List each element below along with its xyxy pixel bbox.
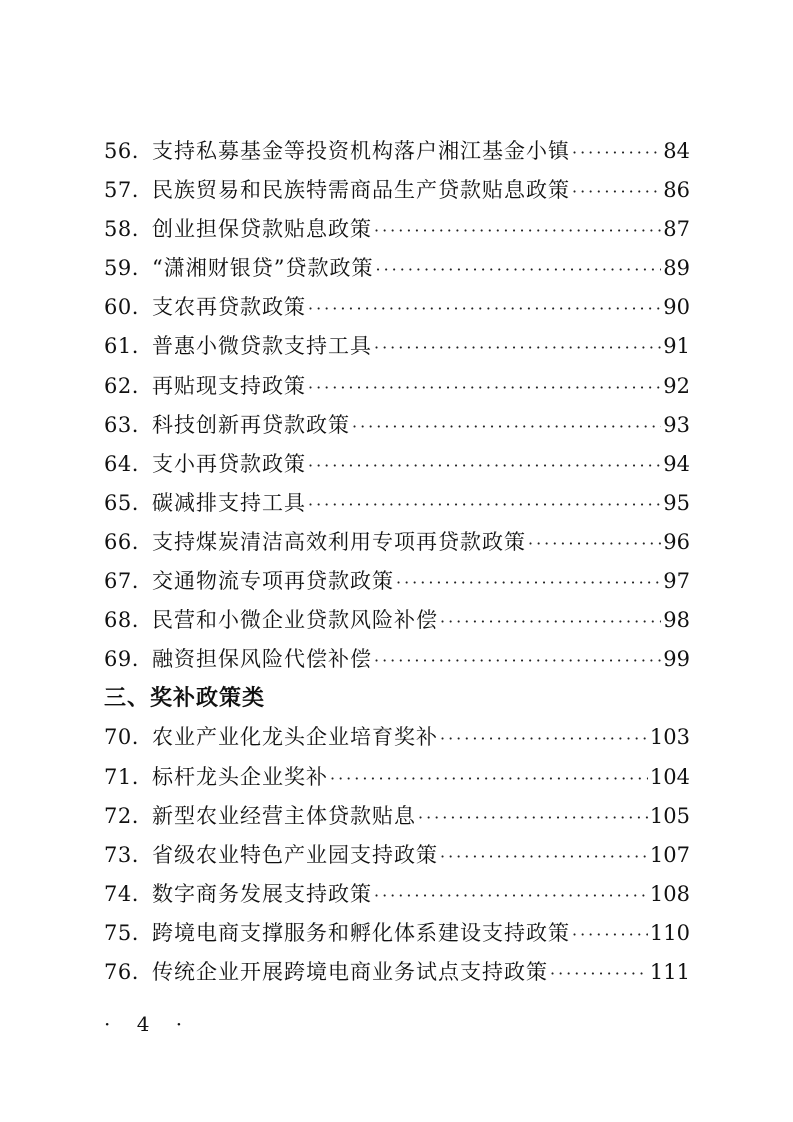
dot-leader [572,172,661,211]
toc-group-loans [104,132,690,679]
toc-entry [104,132,690,171]
toc-entry [104,914,690,953]
dot-leader [374,876,648,915]
toc-entry-page: 89 [663,256,690,281]
toc-entry-number: 64. [104,451,139,476]
toc-entry-number: 57. [104,178,139,203]
toc-entry [104,484,690,523]
dot-leader [528,524,661,563]
toc-entry-page: 107 [649,842,690,867]
dot-leader [572,133,661,172]
toc-entry-page: 91 [663,334,690,359]
toc-entry-title: 省级农业特色产业园支持政策 [152,842,438,867]
toc-entry-page: 104 [649,764,690,789]
table-of-contents [104,132,690,992]
dot-leader [440,837,648,876]
page-number-footer: · 4 · [104,1012,193,1036]
toc-entry-title: 碳减排支持工具 [152,490,306,515]
toc-entry-title: 支小再贷款政策 [152,451,306,476]
toc-entry [104,210,690,249]
toc-entry-page: 99 [663,647,690,672]
toc-entry-title: 支农再贷款政策 [152,295,306,320]
dot-leader [352,407,661,446]
toc-entry-number: 74. [104,881,139,906]
toc-entry-number: 76. [104,959,139,984]
toc-entry-title: 标杆龙头企业奖补 [152,764,328,789]
toc-entry-page: 90 [663,295,690,320]
toc-entry [104,249,690,288]
toc-entry-title: 新型农业经营主体贷款贴息 [152,803,416,828]
toc-entry-number: 69. [104,647,139,672]
toc-entry [104,797,690,836]
toc-entry-title: 数字商务发展支持政策 [152,881,372,906]
toc-entry-title: 民营和小微企业贷款风险补偿 [152,608,438,633]
dot-leader [375,250,661,289]
toc-entry-number: 56. [104,139,139,163]
dot-leader [308,289,661,328]
toc-entry-page: 92 [663,373,690,398]
toc-entry [104,445,690,484]
toc-entry-title: 科技创新再贷款政策 [152,412,350,437]
dot-leader [374,328,661,367]
dot-leader [374,641,661,680]
dot-leader [396,563,661,602]
toc-entry-title: 再贴现支持政策 [152,373,306,398]
section-heading: 三、奖补政策类 [104,686,266,712]
toc-entry [104,875,690,914]
toc-entry-page: 97 [663,569,690,594]
toc-entry-number: 68. [104,608,139,633]
dot-leader [440,719,648,758]
toc-entry-page: 95 [663,490,690,515]
toc-entry [104,758,690,797]
toc-entry-number: 65. [104,490,139,515]
toc-entry-page: 105 [649,803,690,828]
toc-entry-page: 98 [663,608,690,633]
toc-entry-page: 108 [649,881,690,906]
toc-entry-number: 73. [104,842,139,867]
toc-entry-number: 67. [104,569,139,594]
toc-entry [104,640,690,679]
toc-entry-page: 93 [663,412,690,437]
dot-leader [374,211,661,250]
toc-entry-number: 66. [104,529,139,554]
toc-entry [104,953,690,992]
toc-entry [104,327,690,366]
toc-entry-number: 63. [104,412,139,437]
toc-entry [104,523,690,562]
toc-entry-number: 59. [104,256,139,281]
toc-entry-title: 农业产业化龙头企业培育奖补 [152,725,438,750]
dot-leader [418,798,648,837]
toc-entry [104,718,690,757]
toc-entry-title: 支持私募基金等投资机构落户湘江基金小镇 [152,139,570,163]
toc-entry [104,406,690,445]
toc-entry-title: 创业担保贷款贴息政策 [152,217,372,242]
toc-entry-page: 110 [649,920,690,945]
toc-entry [104,562,690,601]
toc-entry-number: 58. [104,217,139,242]
toc-entry-number: 62. [104,373,139,398]
toc-entry-page: 111 [649,959,690,984]
toc-entry-number: 61. [104,334,139,359]
toc-entry [104,288,690,327]
toc-entry-number: 60. [104,295,139,320]
toc-entry [104,171,690,210]
toc-entry-page: 103 [649,725,690,750]
toc-entry-number: 75. [104,920,139,945]
toc-entry-title: 传统企业开展跨境电商业务试点支持政策 [152,959,548,984]
dot-leader [550,954,648,993]
toc-entry-number: 72. [104,803,139,828]
toc-entry-title: 支持煤炭清洁高效利用专项再贷款政策 [152,529,526,554]
toc-entry-title: 普惠小微贷款支持工具 [152,334,372,359]
toc-entry [104,601,690,640]
toc-entry-title: 跨境电商支撑服务和孵化体系建设支持政策 [152,920,570,945]
dot-leader [572,915,648,954]
toc-entry-page: 84 [663,139,690,163]
toc-entry-title: 民族贸易和民族特需商品生产贷款贴息政策 [152,178,570,203]
toc-entry-page: 87 [663,217,690,242]
dot-leader [308,485,661,524]
dot-leader [308,368,661,407]
toc-entry [104,836,690,875]
toc-group-subsidies [104,718,690,992]
toc-entry-title: 融资担保风险代偿补偿 [152,647,372,672]
dot-leader [330,759,648,798]
dot-leader [440,602,661,641]
toc-entry-title: 交通物流专项再贷款政策 [152,569,394,594]
toc-entry-title: “潇湘财银贷”贷款政策 [152,256,374,281]
toc-entry-page: 86 [663,178,690,203]
toc-entry-number: 70. [104,725,139,750]
dot-leader [308,446,661,485]
toc-entry [104,367,690,406]
toc-entry-number: 71. [104,764,139,789]
toc-entry-page: 94 [663,451,690,476]
toc-entry-page: 96 [663,529,690,554]
